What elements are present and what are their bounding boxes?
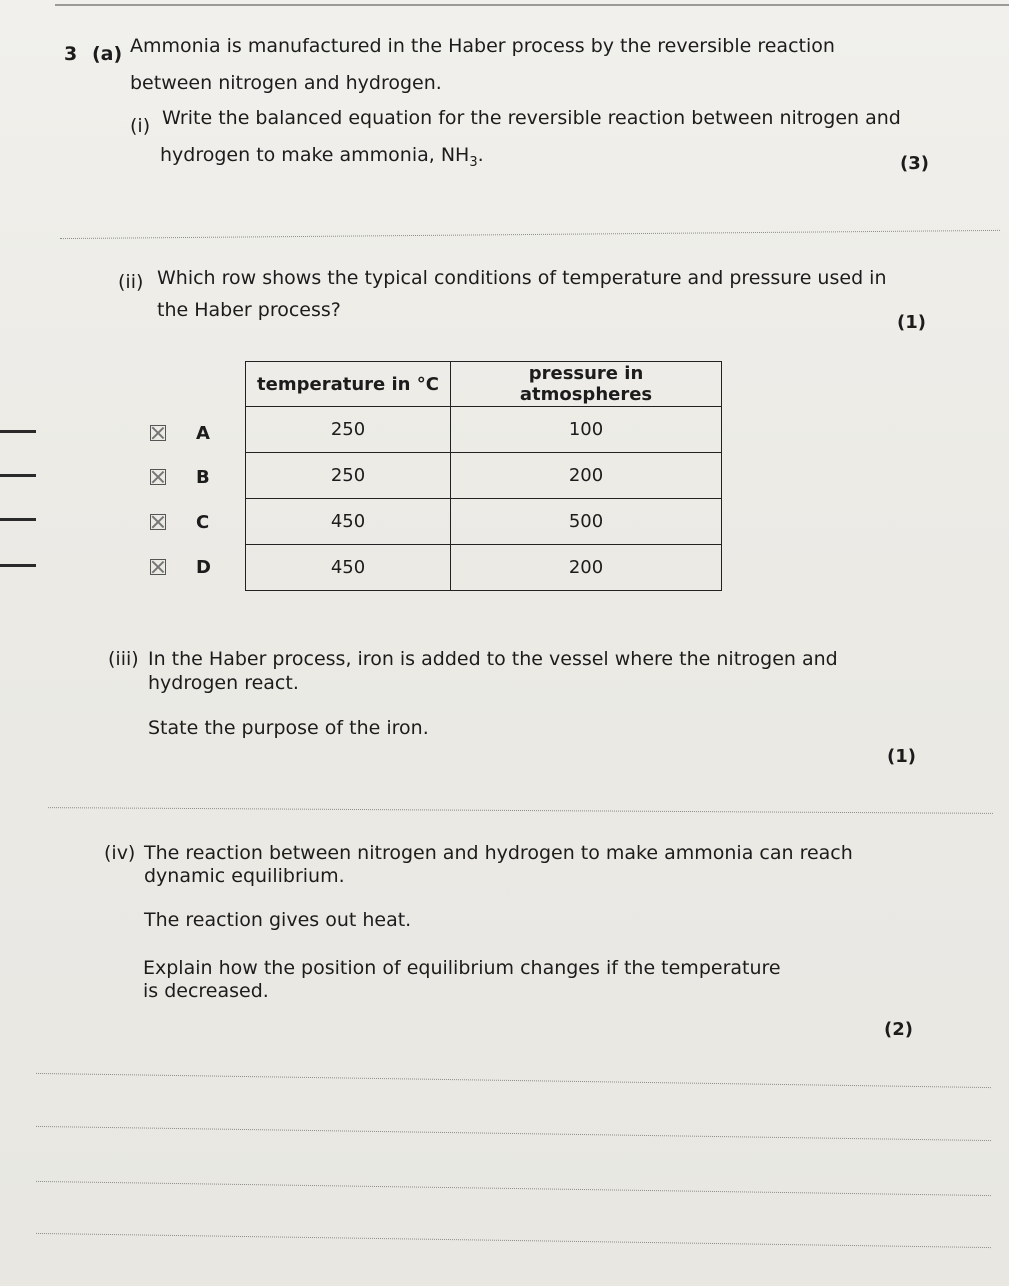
pressure-cell: 500 (451, 499, 722, 545)
answer-line-iii[interactable] (48, 807, 993, 814)
margin-tick (0, 430, 36, 433)
part-iv-line-3: The reaction gives out heat. (144, 909, 412, 931)
part-iv-line-4: Explain how the position of equilibrium changes if the temperature (143, 957, 781, 979)
option-c[interactable] (150, 500, 209, 544)
option-d[interactable] (150, 545, 211, 589)
option-letter: A (196, 422, 210, 444)
part-i-label: (i) (130, 115, 151, 137)
part-ii-marks: (1) (897, 312, 926, 333)
part-iii-label: (iii) (108, 648, 139, 670)
margin-tick (0, 518, 36, 521)
option-letter: C (196, 511, 210, 533)
part-iii-line-2: hydrogen react. (148, 672, 299, 694)
part-iv-line-1: The reaction between nitrogen and hydrogen to make ammonia can reach (144, 842, 853, 864)
option-a[interactable] (150, 411, 210, 455)
checkbox-a[interactable] (150, 425, 166, 441)
part-iv-marks: (2) (884, 1019, 913, 1040)
margin-tick (0, 564, 36, 567)
part-ii-line-2: the Haber process? (157, 299, 341, 321)
temperature-cell: 250 (246, 407, 451, 453)
top-rule (55, 4, 1009, 6)
header-temperature: temperature in °C (246, 362, 451, 407)
answer-line-i[interactable] (60, 230, 1000, 239)
intro-line-2: between nitrogen and hydrogen. (130, 72, 442, 94)
answer-line-iv[interactable] (36, 1126, 991, 1141)
part-iii-line-3: State the purpose of the iron. (148, 717, 429, 739)
pressure-cell: 200 (451, 453, 722, 499)
margin-tick (0, 474, 36, 477)
part-ii-label: (ii) (118, 271, 144, 293)
temperature-cell: 450 (246, 545, 451, 591)
part-iv-line-2: dynamic equilibrium. (144, 865, 345, 887)
checkbox-d[interactable] (150, 559, 166, 575)
intro-line-1: Ammonia is manufactured in the Haber process by the reversible reaction (130, 35, 835, 57)
option-letter: D (196, 556, 211, 578)
option-b[interactable] (150, 455, 210, 499)
part-i-line-2: hydrogen to make ammonia, $NH_3$. (160, 144, 484, 170)
part-a-label: (a) (92, 43, 123, 65)
table-header-row (246, 362, 722, 407)
part-i-marks: (3) (900, 153, 929, 174)
table-row (246, 407, 722, 453)
table-row (246, 545, 722, 591)
part-ii-line-1: Which row shows the typical conditions of temperature and pressure used in (157, 267, 887, 289)
part-iii-marks: (1) (887, 746, 916, 767)
table-row (246, 453, 722, 499)
temperature-cell: 450 (246, 499, 451, 545)
option-letter: B (196, 466, 210, 488)
answer-line-iv[interactable] (36, 1181, 991, 1196)
part-i-line-1: Write the balanced equation for the reversible reaction between nitrogen and (162, 107, 901, 129)
checkbox-c[interactable] (150, 514, 166, 530)
pressure-cell: 200 (451, 545, 722, 591)
question-number: 3 (64, 43, 78, 65)
pressure-cell: 100 (451, 407, 722, 453)
table-row (246, 499, 722, 545)
answer-line-iv[interactable] (36, 1233, 991, 1248)
part-iv-label: (iv) (104, 842, 136, 864)
answer-line-iv[interactable] (36, 1073, 991, 1088)
conditions-table (245, 361, 722, 591)
temperature-cell: 250 (246, 453, 451, 499)
part-iv-line-5: is decreased. (143, 980, 269, 1002)
part-iii-line-1: In the Haber process, iron is added to the vessel where the nitrogen and (148, 648, 838, 670)
header-pressure: pressure in atmospheres (451, 362, 722, 407)
checkbox-b[interactable] (150, 469, 166, 485)
